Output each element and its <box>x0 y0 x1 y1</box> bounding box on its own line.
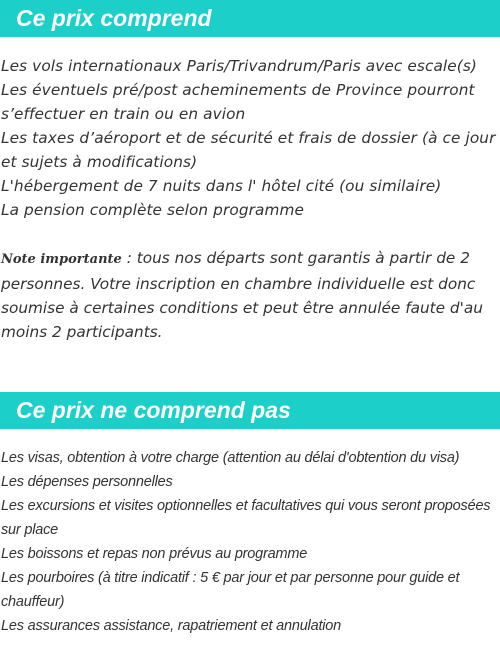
included-list <box>1 54 499 222</box>
excluded-section-title: Ce prix ne comprend pas <box>0 392 500 429</box>
included-section-title: Ce prix comprend <box>0 0 500 37</box>
excluded-item: Les pourboires (à titre indicatif : 5 € par jour et par personne pour guide et chauffeur) <box>1 570 460 610</box>
note-text: : tous nos départs sont garantis à partir de 2 personnes. Votre inscription en chambre individuelle est donc soumise à certaines conditions et peut être annulée faute d'au moins 2 participants. <box>1 249 483 341</box>
excluded-item: Les assurances assistance, rapatriement et annulation <box>1 618 342 634</box>
included-item: Les taxes d’aéroport et de sécurité et frais de dossier (à ce jour et sujets à modifications) <box>1 129 496 171</box>
important-note <box>1 246 499 344</box>
note-label: Note importante <box>1 252 122 267</box>
excluded-item: Les boissons et repas non prévus au programme <box>1 546 308 562</box>
included-item: La pension complète selon programme <box>1 201 305 219</box>
included-item: L'hébergement de 7 nuits dans l' hôtel cité (ou similaire) <box>1 177 442 195</box>
included-item: Les éventuels pré/post acheminements de Province pourront s’effectuer en train ou en avion <box>1 81 475 123</box>
excluded-item: Les excursions et visites optionnelles et facultatives qui vous seront proposées sur place <box>1 498 491 538</box>
excluded-list <box>1 446 499 638</box>
excluded-item: Les dépenses personnelles <box>1 474 173 490</box>
included-item: Les vols internationaux Paris/Trivandrum/Paris avec escale(s) <box>1 57 477 75</box>
excluded-item: Les visas, obtention à votre charge (attention au délai d'obtention du visa) <box>1 450 460 466</box>
